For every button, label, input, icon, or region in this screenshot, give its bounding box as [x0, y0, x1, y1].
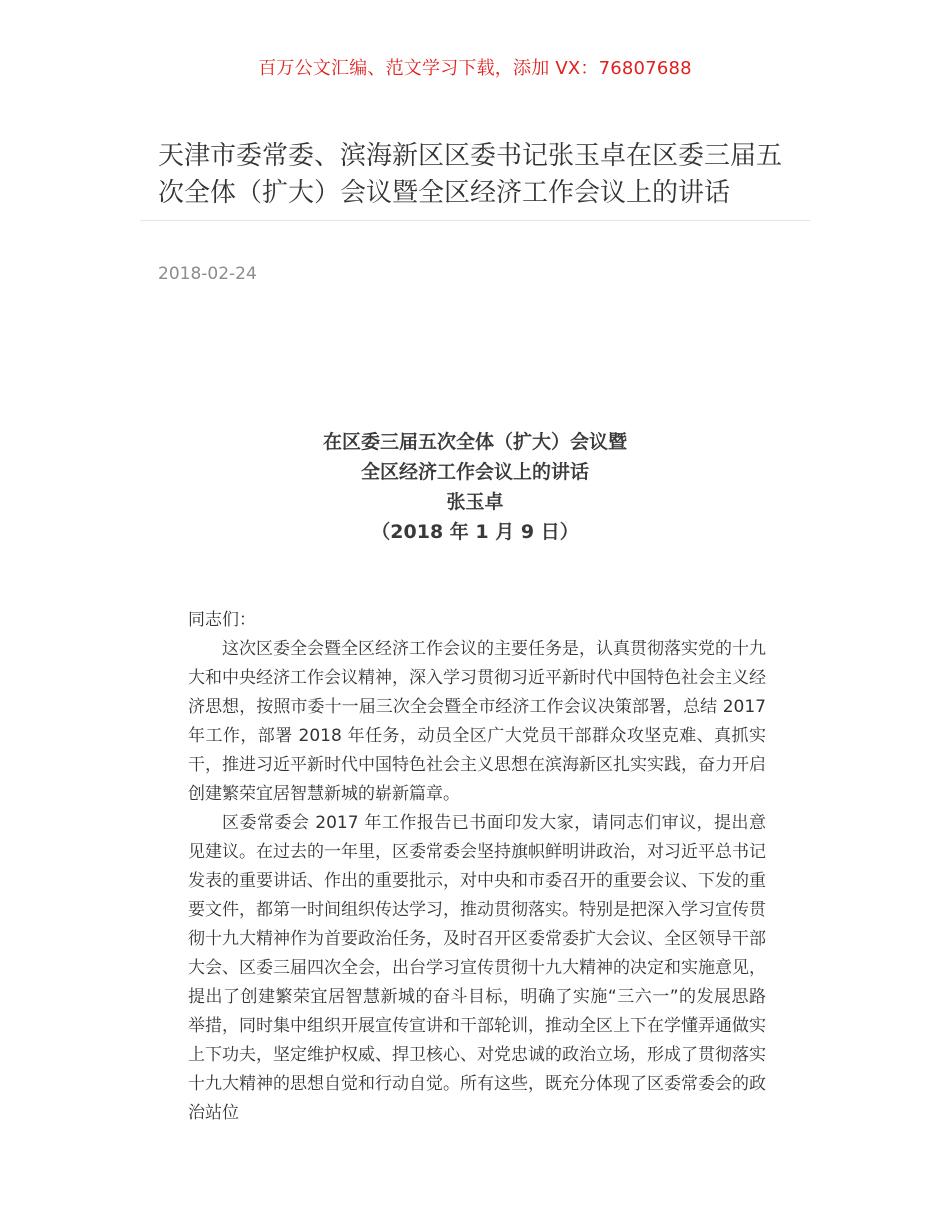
promo-banner: 百万公文汇编、范文学习下载，添加 VX：76807688 — [258, 58, 692, 79]
salutation: 同志们： — [188, 610, 256, 630]
article-title: 天津市委常委、滨海新区区委书记张玉卓在区委三届五次全体（扩大）会议暨全区经济工作会议上的讲话 — [158, 141, 783, 208]
speech-date: （2018 年 1 月 9 日） — [371, 521, 579, 543]
speaker-name: 张玉卓 — [446, 491, 504, 513]
speech-title-line-1: 在区委三届五次全体（扩大）会议暨 — [322, 431, 627, 453]
body-paragraph-2: 区委常委会 2017 年工作报告已书面印发大家，请同志们审议，提出意见建议。在过去的一年里，区委常委会坚持旗帜鲜明讲政治，对习近平总书记发表的重要讲话、作出的重要批示，对中央和市委召开的重要会议、下发的重要文件，都第一时间组织传达学习，推动贯彻落实。特别是把深入学习宣传贯彻十九大精神作为首要政治任务，及时召开区委常委扩大会议、全区领导干部大会、区委三届四次全会，出台学习宣传贯彻十九大精神的决定和实施意见，提出了创建繁荣宜居智慧新城的奋斗目标，明确了实施“三六一”的发展思路举措，同时集中组织开展宣传宣讲和干部轮训，推动全区上下在学懂弄通做实上下功夫，坚定维护权威、捍卫核心、对党忠诚的政治立场，形成了贯彻落实十九大精神的思想自觉和行动自觉。所有这些，既充分体现了区委常委会的政治站位 — [188, 813, 766, 1123]
speech-body — [188, 606, 766, 1128]
title-divider — [140, 220, 810, 221]
speech-heading-block — [0, 427, 950, 547]
speech-title-line-2: 全区经济工作会议上的讲话 — [360, 461, 589, 483]
publish-date: 2018-02-24 — [158, 264, 257, 284]
body-paragraph-1: 这次区委全会暨全区经济工作会议的主要任务是，认真贯彻落实党的十九大和中央经济工作会议精神，深入学习贯彻习近平新时代中国特色社会主义经济思想，按照市委十一届三次全会暨全市经济工作会议决策部署，总结 2017 年工作，部署 2018 年任务，动员全区广大党员干部群众攻坚克难、真抓实干，推进习近平新时代中国特色社会主义思想在滨海新区扎实实践，奋力开启创建繁荣宜居智慧新城的崭新篇章。 — [188, 639, 766, 804]
